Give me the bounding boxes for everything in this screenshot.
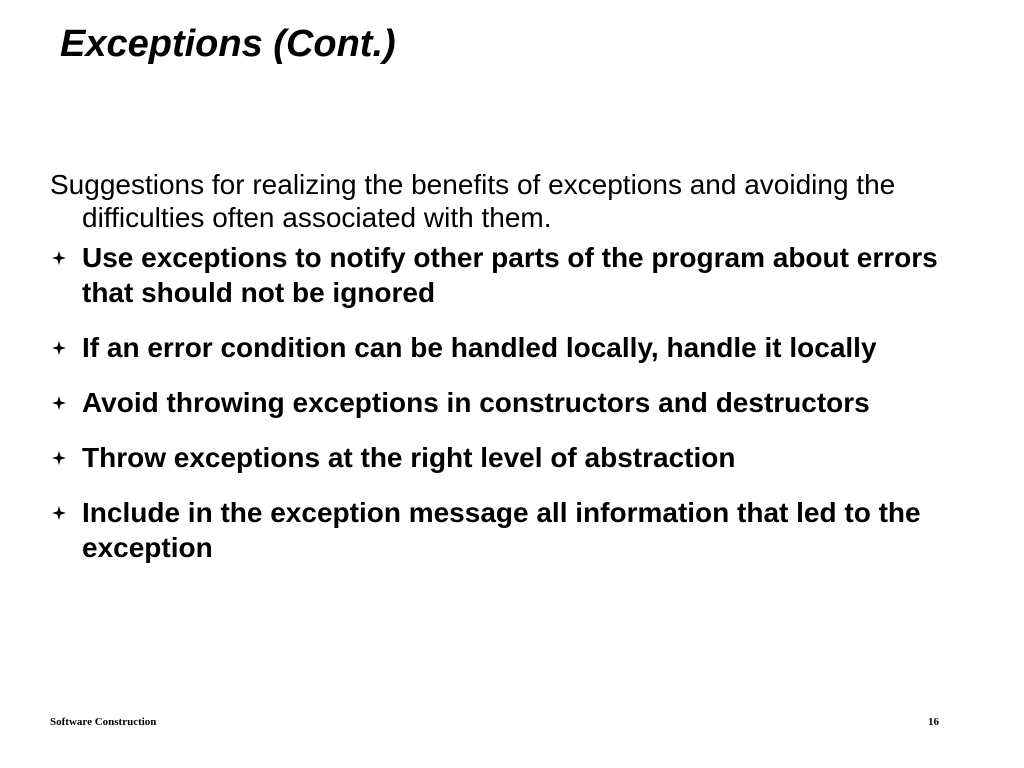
diamond-bullet-icon	[52, 341, 66, 355]
bullet-text: Avoid throwing exceptions in constructors and destructors	[82, 387, 870, 418]
bullet-item	[50, 495, 980, 565]
bullet-item	[50, 240, 980, 310]
slide-title: Exceptions (Cont.)	[60, 23, 396, 65]
slide-content	[50, 168, 980, 585]
diamond-bullet-icon	[52, 251, 66, 265]
bullet-item	[50, 330, 980, 365]
bullet-item	[50, 440, 980, 475]
diamond-bullet-icon	[52, 506, 66, 520]
footer-page-number: 16	[928, 716, 939, 728]
bullet-text: Use exceptions to notify other parts of the program about errors that should not be ignored	[82, 242, 938, 308]
bullet-item	[50, 385, 980, 420]
footer-course-name: Software Construction	[50, 716, 157, 728]
diamond-bullet-icon	[52, 396, 66, 410]
diamond-bullet-icon	[52, 451, 66, 465]
bullet-list	[50, 240, 980, 565]
bullet-text: If an error condition can be handled locally, handle it locally	[82, 332, 877, 363]
intro-text: Suggestions for realizing the benefits of exceptions and avoiding the difficulties often associated with them.	[50, 169, 896, 233]
bullet-text: Throw exceptions at the right level of abstraction	[82, 442, 736, 473]
bullet-text: Include in the exception message all information that led to the exception	[82, 497, 921, 563]
